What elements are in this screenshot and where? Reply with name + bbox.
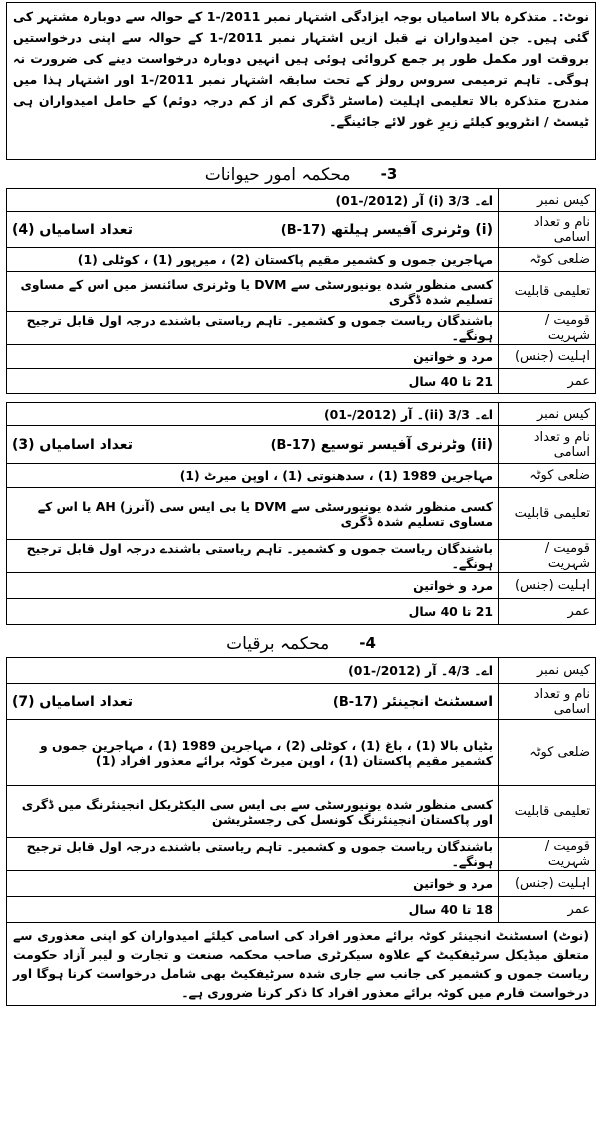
label-case-no: کیس نمبر [499,403,596,426]
post-cell [7,212,499,248]
section-number: 3- [380,165,398,183]
note-box: نوٹ:۔ متذکرہ بالا اسامیاں بوجہ ایزادگی اشتہار نمبر 2011/-1 کے حوالہ سے دوبارہ مشتہر کی گئی ہیں۔ جن امیدواران نے قبل ازیں اشتہار نمبر 2011/-1 کے حوالہ سے اپنی درخواستیں بروقت اور مکمل طور پر جمع کروائی ہوئی ہیں انہیں دوبارہ درخواست دینے کی ضرورت نہ ہوگی۔ تاہم ترمیمی سروس رولز کے تحت سابقہ اشتہار نمبر 2011/-1 اور اشتہار ہذا میں مندرج متذکرہ بالا تعلیمی اہلیت (ماسٹر ڈگری کم از کم درجہ دوئم) کے حامل امیدواران ہی ٹیسٹ / انٹرویو کیلئے زیرِ غور لائے جائینگے۔ [6,2,596,160]
label-nationality: قومیت / شہریت [499,838,596,871]
label-nationality: قومیت / شہریت [499,540,596,573]
education: کسی منظور شدہ یونیورسٹی سے بی ایس سی الیکٹریکل انجینئرنگ میں ڈگری اور پاکستان انجینئرنگ کونسل کی رجسٹریشن [7,786,499,838]
post-grade: (B-17) [280,222,327,238]
post-cell [7,684,499,720]
footnote-box: (نوٹ) اسسٹنٹ انجینئر کوٹہ برائے معذور افراد کی اسامی کیلئے امیدواران کو اپنی معذوری سے متعلق میڈیکل سرٹیفکیٹ کے علاوہ سیکرٹری صاحب محکمہ صنعت و تجارت و لیبر آزاد حکومت ریاست جموں و کشمیر کی جانب سے جاری شدہ سرٹیفکیٹ بھی شامل درخواست کرنا ہوگا اور درخواست فارم میں کوٹہ برائے معذور افراد کا ذکر کرنا ضروری ہے۔ [6,923,596,1006]
post-title: اسسٹنٹ انجینئر [383,693,493,710]
label-education: تعلیمی قابلیت [499,488,596,540]
section-name: محکمہ امور حیوانات [204,164,351,185]
case-number: اے۔ 3/3 (i) آر (2012/-01) [7,189,499,212]
post-count: تعداد اسامیاں (4) [12,221,133,238]
section-heading [6,629,596,657]
post-count: تعداد اسامیاں (3) [12,436,133,453]
label-quota: ضلعی کوٹہ [499,720,596,786]
quota: مہاجرین جموں و کشمیر مقیم پاکستان (2) ، میرپور (1) ، کوٹلی (1) [7,248,499,272]
case-number: اے۔ 4/3۔ آر (2012/-01) [7,658,499,684]
post-grade: (B-17) [270,437,316,453]
label-post: نام و تعداد اسامی [499,426,596,464]
label-case-no: کیس نمبر [499,189,596,212]
education: کسی منظور شدہ یونیورسٹی سے DVM یا وٹرنری سائنسز میں اس کے مساوی تسلیم شدہ ڈگری [7,272,499,312]
label-post: نام و تعداد اسامی [499,684,596,720]
post-count: تعداد اسامیاں (7) [12,693,133,710]
age: 21 تا 40 سال [7,599,499,625]
label-quota: ضلعی کوٹہ [499,464,596,488]
case-table [6,402,596,625]
label-age: عمر [499,599,596,625]
post-grade: (B-17) [332,694,379,710]
nationality: باشندگان ریاست جموں و کشمیر۔ تاہم ریاستی باشندے درجہ اول قابل ترجیح ہونگے۔ [7,540,499,573]
label-post: نام و تعداد اسامی [499,212,596,248]
quota: مہاجرین 1989 (1) ، سدھنوتی (1) ، اوپن میرٹ (1) [7,464,499,488]
label-education: تعلیمی قابلیت [499,272,596,312]
label-nationality: قومیت / شہریت [499,312,596,345]
age: 18 تا 40 سال [7,897,499,923]
label-quota: ضلعی کوٹہ [499,248,596,272]
nationality: باشندگان ریاست جموں و کشمیر۔ تاہم ریاستی باشندے درجہ اول قابل ترجیح ہونگے۔ [7,312,499,345]
label-case-no: کیس نمبر [499,658,596,684]
education: کسی منظور شدہ یونیورسٹی سے DVM یا بی ایس سی (آنرز) AH یا اس کے مساوی تسلیم شدہ ڈگری [7,488,499,540]
label-education: تعلیمی قابلیت [499,786,596,838]
case-number: اے۔ 3/3 (ii)۔ آر (2012/-01) [7,403,499,426]
nationality: باشندگان ریاست جموں و کشمیر۔ تاہم ریاستی باشندے درجہ اول قابل ترجیح ہونگے۔ [7,838,499,871]
advertisement-page [6,2,596,1006]
section-name: محکمہ برقیات [226,633,330,654]
label-age: عمر [499,897,596,923]
label-gender: اہلیت (جنس) [499,573,596,599]
quota: بٹیاں بالا (1) ، باغ (1) ، کوٹلی (2) ، مہاجرین 1989 (1) ، مہاجرین جموں و کشمیر مقیم پاکستان (1) ، اوپن میرٹ کوٹہ برائے معذور افراد (1) [7,720,499,786]
gender: مرد و خواتین [7,573,499,599]
label-gender: اہلیت (جنس) [499,345,596,369]
label-age: عمر [499,369,596,394]
case-table [6,188,596,394]
section-number: 4- [359,634,376,652]
post-cell [7,426,499,464]
post-title: (i) وٹرنری آفیسر ہیلتھ [330,221,493,238]
gender: مرد و خواتین [7,345,499,369]
age: 21 تا 40 سال [7,369,499,394]
gender: مرد و خواتین [7,871,499,897]
post-title: (ii) وٹرنری آفیسر توسیع [320,436,493,453]
section-heading [6,160,596,188]
case-table [6,657,596,923]
label-gender: اہلیت (جنس) [499,871,596,897]
